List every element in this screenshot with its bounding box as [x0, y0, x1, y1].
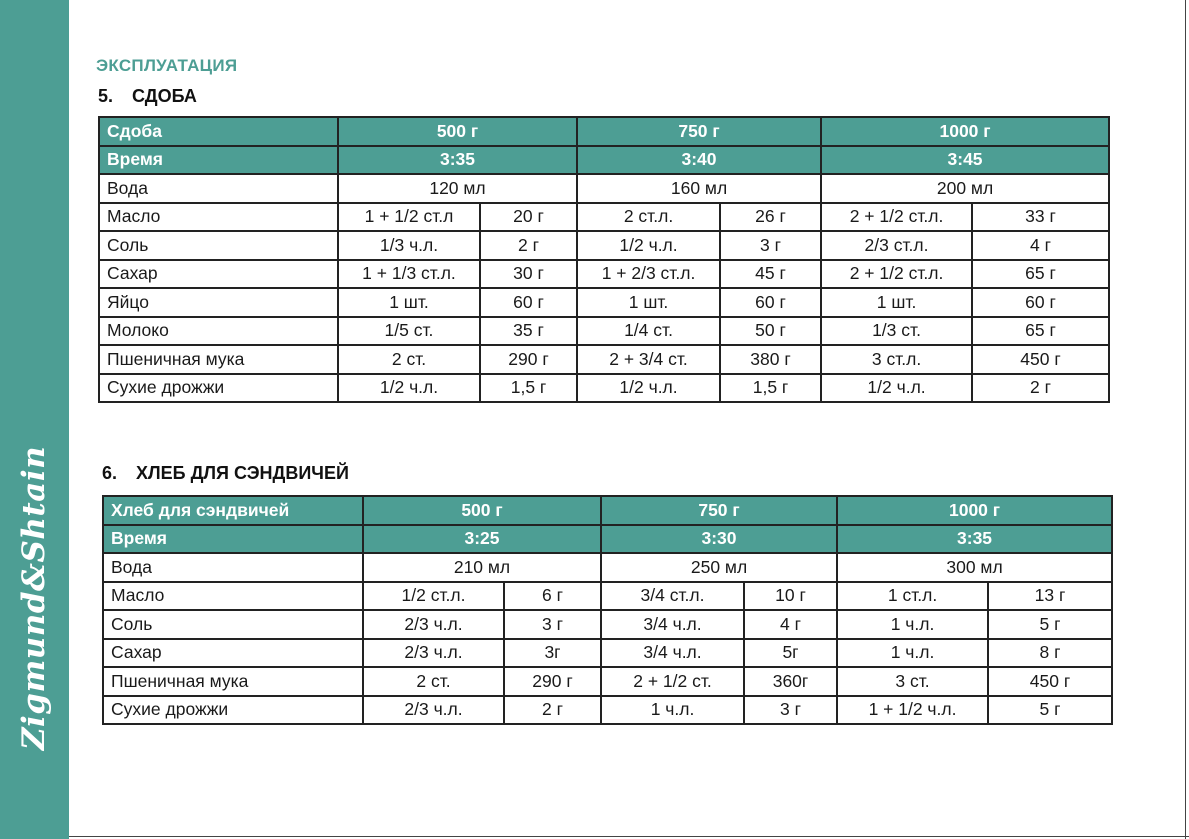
table-cell: 8 г — [988, 639, 1112, 668]
table-cell: 3 г — [744, 696, 837, 725]
table-cell: 1 + 1/3 ст.л. — [338, 260, 480, 289]
ingredient-label: Сахар — [99, 260, 338, 289]
time-label: Время — [99, 146, 338, 175]
ingredient-rows — [99, 203, 1109, 403]
header-cell: Сдоба — [99, 117, 338, 146]
table-cell: 2/3 ст.л. — [821, 231, 972, 260]
time-row — [99, 146, 1109, 175]
table-cell: 30 г — [480, 260, 577, 289]
ingredient-label: Соль — [103, 610, 363, 639]
ingredient-label: Вода — [99, 174, 338, 203]
table-cell: 5 г — [988, 696, 1112, 725]
ingredient-label: Сухие дрожжи — [103, 696, 363, 725]
section-label: ЭКСПЛУАТАЦИЯ — [96, 56, 238, 75]
table-cell: 3 г — [504, 610, 601, 639]
table-cell: 26 г — [720, 203, 821, 232]
table-cell: 50 г — [720, 317, 821, 346]
table-cell: 2 + 1/2 ст.л. — [821, 260, 972, 289]
brand-sidebar — [0, 0, 69, 839]
time-cell: 3:25 — [363, 525, 601, 554]
table-row — [99, 317, 1109, 346]
table-cell: 6 г — [504, 582, 601, 611]
table-cell: 13 г — [988, 582, 1112, 611]
table-cell: 1 шт. — [338, 288, 480, 317]
time-cell: 3:45 — [821, 146, 1109, 175]
table-cell: 2 + 1/2 ст.л. — [821, 203, 972, 232]
ingredient-label: Масло — [99, 203, 338, 232]
table-row — [99, 374, 1109, 403]
table-cell: 20 г — [480, 203, 577, 232]
table-cell: 290 г — [480, 345, 577, 374]
table-cell: 1/2 ч.л. — [338, 374, 480, 403]
recipe-table-sdoba — [98, 116, 1110, 403]
table-cell: 1/5 ст. — [338, 317, 480, 346]
table-cell: 1 ст.л. — [837, 582, 988, 611]
table-cell: 1,5 г — [720, 374, 821, 403]
table-cell: 210 мл — [363, 553, 601, 582]
table-row — [99, 203, 1109, 232]
table-header-row — [99, 117, 1109, 146]
table-cell: 1/2 ч.л. — [821, 374, 972, 403]
table-cell: 3/4 ч.л. — [601, 639, 744, 668]
time-cell: 3:35 — [837, 525, 1112, 554]
table-cell: 380 г — [720, 345, 821, 374]
heading-section-6 — [102, 463, 349, 484]
table-cell: 250 мл — [601, 553, 837, 582]
header-cell: 1000 г — [837, 496, 1112, 525]
table-cell: 2 ст. — [363, 667, 504, 696]
table-cell: 300 мл — [837, 553, 1112, 582]
table-cell: 3 г — [720, 231, 821, 260]
ingredient-label: Яйцо — [99, 288, 338, 317]
table-cell: 3/4 ч.л. — [601, 610, 744, 639]
header-cell: 1000 г — [821, 117, 1109, 146]
table-cell: 45 г — [720, 260, 821, 289]
time-row — [103, 525, 1112, 554]
table-cell: 1 + 1/2 ч.л. — [837, 696, 988, 725]
table-cell: 1 шт. — [577, 288, 720, 317]
water-row — [99, 174, 1109, 203]
heading-title: СДОБА — [132, 86, 197, 106]
table-cell: 1/2 ч.л. — [577, 374, 720, 403]
header-cell: Хлеб для сэндвичей — [103, 496, 363, 525]
table-cell: 1 ч.л. — [837, 639, 988, 668]
table-cell: 2 ст.л. — [577, 203, 720, 232]
table-cell: 5 г — [988, 610, 1112, 639]
table-cell: 1/3 ч.л. — [338, 231, 480, 260]
table-cell: 2/3 ч.л. — [363, 696, 504, 725]
table-cell: 2 г — [480, 231, 577, 260]
table-row — [103, 667, 1112, 696]
table-cell: 3/4 ст.л. — [601, 582, 744, 611]
ingredient-label: Соль — [99, 231, 338, 260]
table-cell: 1/4 ст. — [577, 317, 720, 346]
page-edge-bottom — [69, 836, 1189, 837]
heading-section-5 — [98, 86, 197, 107]
ingredient-label: Молоко — [99, 317, 338, 346]
table-cell: 1 ч.л. — [837, 610, 988, 639]
heading-title: ХЛЕБ ДЛЯ СЭНДВИЧЕЙ — [136, 463, 349, 483]
time-cell: 3:30 — [601, 525, 837, 554]
table-cell: 3г — [504, 639, 601, 668]
table-cell: 10 г — [744, 582, 837, 611]
table-row — [103, 582, 1112, 611]
time-cell: 3:35 — [338, 146, 577, 175]
table-cell: 2 ст. — [338, 345, 480, 374]
table-cell: 1 шт. — [821, 288, 972, 317]
ingredient-label: Сухие дрожжи — [99, 374, 338, 403]
brand-logo: Zigmund&Shtain — [16, 445, 52, 751]
table-cell: 1/2 ч.л. — [577, 231, 720, 260]
table-header-row — [103, 496, 1112, 525]
time-cell: 3:40 — [577, 146, 821, 175]
heading-number: 5. — [98, 86, 114, 106]
table-cell: 200 мл — [821, 174, 1109, 203]
ingredient-label: Сахар — [103, 639, 363, 668]
table-cell: 3 ст.л. — [821, 345, 972, 374]
heading-number: 6. — [102, 463, 118, 483]
recipe-table-sandwich-bread — [102, 495, 1113, 725]
ingredient-label: Пшеничная мука — [103, 667, 363, 696]
table-cell: 2 г — [972, 374, 1109, 403]
table-cell: 1 + 2/3 ст.л. — [577, 260, 720, 289]
table-cell: 1 + 1/2 ст.л — [338, 203, 480, 232]
table-row — [99, 288, 1109, 317]
table-cell: 2 г — [504, 696, 601, 725]
table-cell: 450 г — [988, 667, 1112, 696]
table-cell: 160 мл — [577, 174, 821, 203]
table-cell: 5г — [744, 639, 837, 668]
table-cell: 60 г — [480, 288, 577, 317]
table-cell: 360г — [744, 667, 837, 696]
table-cell: 1/3 ст. — [821, 317, 972, 346]
header-cell: 750 г — [601, 496, 837, 525]
table-cell: 2 + 3/4 ст. — [577, 345, 720, 374]
water-row — [103, 553, 1112, 582]
time-label: Время — [103, 525, 363, 554]
header-cell: 500 г — [338, 117, 577, 146]
header-cell: 750 г — [577, 117, 821, 146]
table-cell: 65 г — [972, 260, 1109, 289]
ingredient-label: Вода — [103, 553, 363, 582]
table-row — [103, 639, 1112, 668]
table-cell: 35 г — [480, 317, 577, 346]
table-cell: 4 г — [972, 231, 1109, 260]
table-row — [99, 260, 1109, 289]
table-cell: 3 ст. — [837, 667, 988, 696]
table-cell: 2 + 1/2 ст. — [601, 667, 744, 696]
table-row — [103, 696, 1112, 725]
table-cell: 65 г — [972, 317, 1109, 346]
table-cell: 1/2 ст.л. — [363, 582, 504, 611]
ingredient-rows — [103, 582, 1112, 725]
page-edge-right — [1185, 0, 1186, 839]
table-cell: 33 г — [972, 203, 1109, 232]
ingredient-label: Масло — [103, 582, 363, 611]
table-cell: 60 г — [720, 288, 821, 317]
table-cell: 60 г — [972, 288, 1109, 317]
table-cell: 1 ч.л. — [601, 696, 744, 725]
table-row — [103, 610, 1112, 639]
header-cell: 500 г — [363, 496, 601, 525]
ingredient-label: Пшеничная мука — [99, 345, 338, 374]
table-cell: 1,5 г — [480, 374, 577, 403]
table-cell: 450 г — [972, 345, 1109, 374]
table-cell: 290 г — [504, 667, 601, 696]
table-row — [99, 345, 1109, 374]
table-cell: 2/3 ч.л. — [363, 639, 504, 668]
table-cell: 2/3 ч.л. — [363, 610, 504, 639]
table-row — [99, 231, 1109, 260]
table-cell: 120 мл — [338, 174, 577, 203]
table-cell: 4 г — [744, 610, 837, 639]
